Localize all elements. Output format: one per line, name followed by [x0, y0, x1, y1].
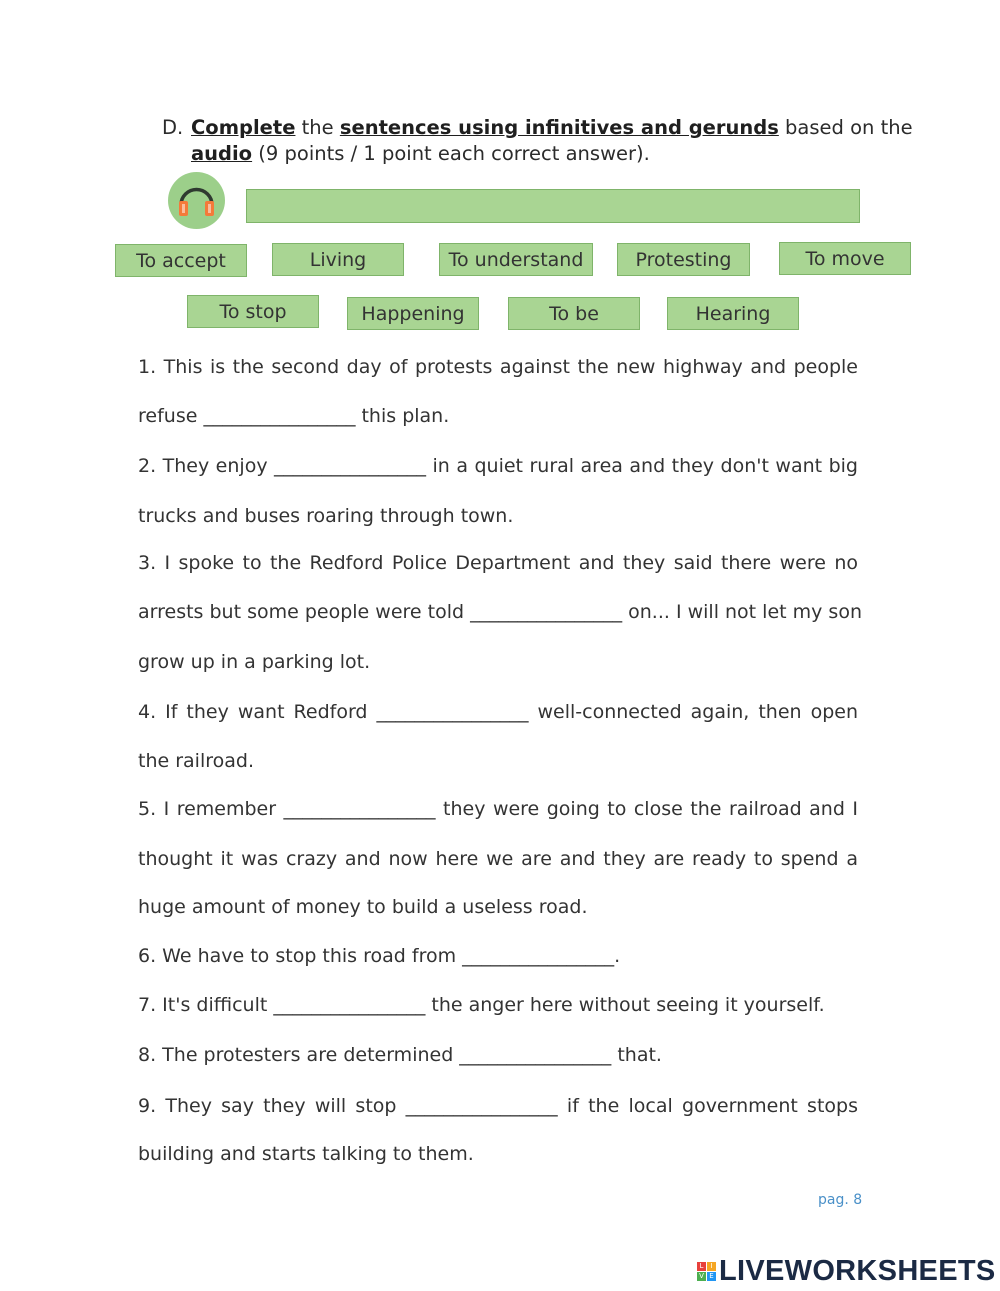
sentence-line: 6. We have to stop this road from ________________.	[138, 945, 621, 967]
word-chip[interactable]: To accept	[115, 244, 247, 277]
sentence-line: 5. I remember ________________ they were going to close the railroad and I	[138, 798, 858, 820]
word-chip[interactable]: To stop	[187, 295, 319, 328]
sentence-line: 1. This is the second day of protests against the new highway and people	[138, 356, 858, 378]
sentence-line: the railroad.	[138, 750, 254, 772]
sentence-line: 3. I spoke to the Redford Police Department and they said there were no	[138, 552, 858, 574]
word-chip[interactable]: Living	[272, 243, 404, 276]
word-chip[interactable]: Protesting	[617, 243, 750, 276]
logo-icon: L I V E	[697, 1262, 716, 1281]
sentence-line: 7. It's difficult ________________ the anger here without seeing it yourself.	[138, 994, 825, 1016]
sentence-line: trucks and buses roaring through town.	[138, 505, 514, 527]
instruction-topic: sentences using infinitives and gerunds	[339, 116, 779, 139]
instructions-line-1: Complete the sentences using infinitives and gerunds based on the	[191, 116, 913, 139]
word-chip[interactable]: To understand	[439, 243, 593, 276]
instruction-complete: Complete	[191, 116, 296, 139]
instruction-audio: audio	[191, 142, 253, 165]
sentence-line: 8. The protesters are determined ________________ that.	[138, 1044, 662, 1066]
page-number: pag. 8	[818, 1192, 863, 1208]
sentence-line: refuse ________________ this plan.	[138, 405, 450, 427]
sentence-line: grow up in a parking lot.	[138, 651, 371, 673]
instructions-line-2: audio (9 points / 1 point each correct answer).	[191, 142, 650, 165]
word-chip[interactable]: Happening	[347, 297, 479, 330]
headphones-icon	[168, 172, 225, 229]
word-chip[interactable]: Hearing	[667, 297, 799, 330]
sentence-line: 9. They say they will stop ________________ if the local government stops	[138, 1095, 858, 1117]
section-letter: D.	[162, 116, 184, 139]
brand-name: LIVEWORKSHEETS	[719, 1254, 996, 1287]
audio-player-bar[interactable]	[246, 189, 860, 223]
sentence-line: thought it was crazy and now here we are and they are ready to spend a	[138, 848, 858, 870]
sentence-line: arrests but some people were told ________________ on... I will not let my son	[138, 601, 862, 623]
sentence-line: huge amount of money to build a useless road.	[138, 896, 588, 918]
sentence-line: 2. They enjoy ________________ in a quiet rural area and they don't want big	[138, 455, 858, 477]
sentence-line: building and starts talking to them.	[138, 1143, 474, 1165]
word-chip[interactable]: To move	[779, 242, 911, 275]
liveworksheets-logo[interactable]	[697, 1255, 996, 1287]
sentence-line: 4. If they want Redford ________________ well-connected again, then open	[138, 701, 858, 723]
word-chip[interactable]: To be	[508, 297, 640, 330]
play-audio-button[interactable]	[168, 172, 225, 229]
